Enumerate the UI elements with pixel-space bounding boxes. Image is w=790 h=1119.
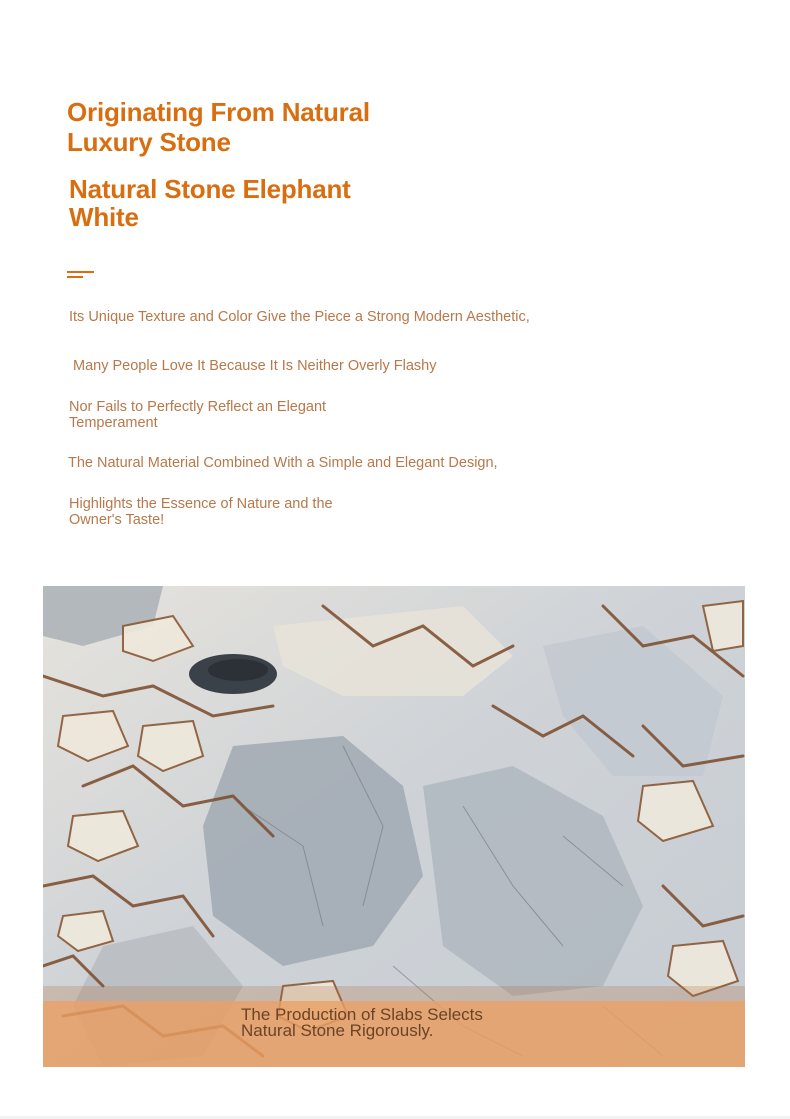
marble-texture <box>43 586 745 1067</box>
description-line-3: Nor Fails to Perfectly Reflect an Elegant Temperament <box>69 399 327 431</box>
description-line-5: Highlights the Essence of Nature and the Owner's Taste! <box>69 496 333 528</box>
product-name-heading: Natural Stone Elephant White <box>69 174 351 232</box>
accent-lines-icon <box>67 271 95 281</box>
description-line-4: The Natural Material Combined With a Simple and Elegant Design, <box>68 455 498 471</box>
description-line-1: Its Unique Texture and Color Give the Piece a Strong Modern Aesthetic, <box>69 309 530 325</box>
page-title: Originating From Natural Luxury Stone <box>67 97 370 157</box>
image-caption: The Production of Slabs Selects Natural Stone Rigorously. <box>241 1005 483 1040</box>
description-line-2: Many People Love It Because It Is Neither Overly Flashy <box>73 358 437 374</box>
stone-slab-image <box>43 586 745 1067</box>
